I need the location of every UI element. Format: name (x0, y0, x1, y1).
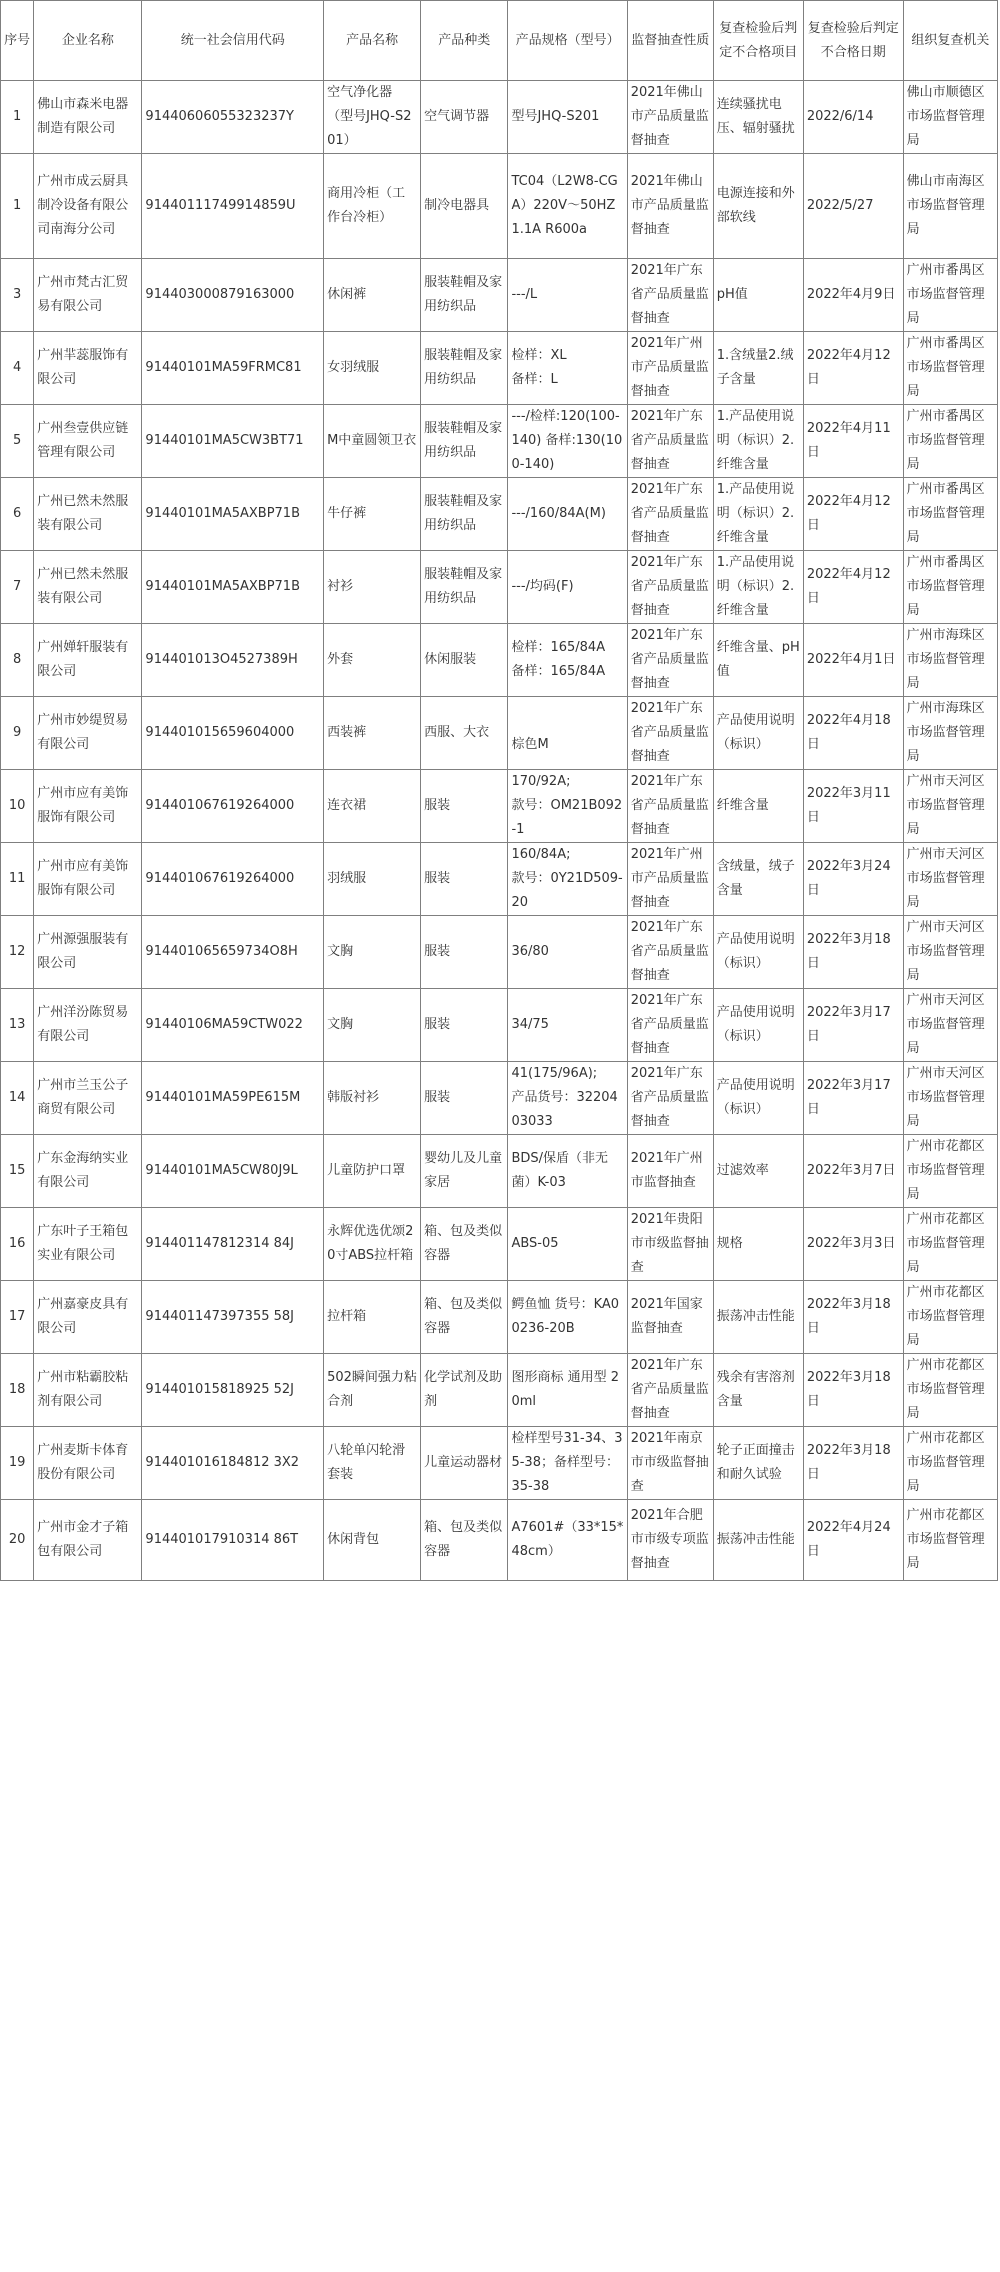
table-row (1, 1500, 998, 1581)
cell-authority: 广州市花都区市场监督管理局 (903, 1281, 997, 1354)
cell-authority: 广州市花都区市场监督管理局 (903, 1208, 997, 1281)
cell-product-name: 连衣裙 (324, 770, 421, 843)
cell-spec: 棕色M (508, 697, 627, 770)
cell-spec: 检样：XL 备样：L (508, 332, 627, 405)
cell-seq: 20 (1, 1500, 34, 1581)
cell-failed-items: 振荡冲击性能 (713, 1281, 803, 1354)
cell-authority: 广州市番禺区市场监督管理局 (903, 259, 997, 332)
cell-credit-code: 91440101MA5AXBP71B (142, 478, 324, 551)
cell-inspection-nature: 2021年广州市产品质量监督抽查 (627, 332, 713, 405)
header-failed-items: 复查检验后判定不合格项目 (713, 1, 803, 81)
cell-failed-items: 规格 (713, 1208, 803, 1281)
cell-spec: ---/均码(F) (508, 551, 627, 624)
cell-credit-code: 91440101MA5CW3BT71 (142, 405, 324, 478)
cell-seq: 5 (1, 405, 34, 478)
cell-authority: 广州市花都区市场监督管理局 (903, 1135, 997, 1208)
cell-seq: 1 (1, 81, 34, 154)
cell-authority: 广州市花都区市场监督管理局 (903, 1500, 997, 1581)
cell-company: 广州市梵古汇贸易有限公司 (34, 259, 142, 332)
cell-inspection-nature: 2021年国家监督抽查 (627, 1281, 713, 1354)
cell-product-type: 婴幼儿及儿童家居 (421, 1135, 508, 1208)
cell-spec: 36/80 (508, 916, 627, 989)
header-authority: 组织复查机关 (903, 1, 997, 81)
cell-credit-code: 914401013O4527389H (142, 624, 324, 697)
cell-failed-items: 连续骚扰电压、辐射骚扰 (713, 81, 803, 154)
cell-company: 佛山市森米电器制造有限公司 (34, 81, 142, 154)
header-failed-date: 复查检验后判定不合格日期 (803, 1, 903, 81)
table-row (1, 1208, 998, 1281)
cell-authority: 广州市天河区市场监督管理局 (903, 843, 997, 916)
table-body (1, 81, 998, 1581)
cell-authority: 广州市番禺区市场监督管理局 (903, 405, 997, 478)
cell-credit-code: 914401147812314 84J (142, 1208, 324, 1281)
cell-product-type: 休闲服装 (421, 624, 508, 697)
table-row (1, 478, 998, 551)
table-row (1, 770, 998, 843)
cell-product-name: 衬衫 (324, 551, 421, 624)
cell-spec: ---/检样:120(100-140) 备样:130(100-140) (508, 405, 627, 478)
cell-seq: 11 (1, 843, 34, 916)
table-row (1, 916, 998, 989)
table-row (1, 989, 998, 1062)
cell-company: 广州已然未然服装有限公司 (34, 478, 142, 551)
cell-product-name: 休闲背包 (324, 1500, 421, 1581)
table-row (1, 81, 998, 154)
cell-failed-date: 2022年4月18日 (803, 697, 903, 770)
cell-spec: A7601#（33*15*48cm） (508, 1500, 627, 1581)
cell-authority: 广州市番禺区市场监督管理局 (903, 332, 997, 405)
cell-product-name: 拉杆箱 (324, 1281, 421, 1354)
cell-company: 广东叶子王箱包实业有限公司 (34, 1208, 142, 1281)
table-row (1, 1281, 998, 1354)
table-row (1, 843, 998, 916)
cell-product-name: 外套 (324, 624, 421, 697)
cell-spec: 41(175/96A); 产品货号：3220403033 (508, 1062, 627, 1135)
cell-seq: 14 (1, 1062, 34, 1135)
cell-product-name: 502瞬间强力粘合剂 (324, 1354, 421, 1427)
cell-authority: 广州市海珠区市场监督管理局 (903, 624, 997, 697)
cell-credit-code: 914401067619264000 (142, 843, 324, 916)
cell-credit-code: 914401015818925 52J (142, 1354, 324, 1427)
cell-product-name: 商用冷柜（工作台冷柜） (324, 154, 421, 259)
cell-inspection-nature: 2021年广东省产品质量监督抽查 (627, 551, 713, 624)
cell-spec: 34/75 (508, 989, 627, 1062)
table-row (1, 1427, 998, 1500)
cell-product-type: 箱、包及类似容器 (421, 1208, 508, 1281)
cell-failed-date: 2022年3月17日 (803, 989, 903, 1062)
table-row (1, 405, 998, 478)
cell-spec: 170/92A; 款号：OM21B092-1 (508, 770, 627, 843)
cell-company: 广州市应有美饰服饰有限公司 (34, 770, 142, 843)
cell-failed-items: 振荡冲击性能 (713, 1500, 803, 1581)
cell-credit-code: 91440101MA5AXBP71B (142, 551, 324, 624)
header-credit-code: 统一社会信用代码 (142, 1, 324, 81)
cell-inspection-nature: 2021年广东省产品质量监督抽查 (627, 989, 713, 1062)
cell-inspection-nature: 2021年佛山市产品质量监督抽查 (627, 81, 713, 154)
cell-authority: 佛山市顺德区市场监督管理局 (903, 81, 997, 154)
cell-inspection-nature: 2021年广东省产品质量监督抽查 (627, 405, 713, 478)
cell-product-name: 文胸 (324, 916, 421, 989)
cell-seq: 8 (1, 624, 34, 697)
cell-failed-date: 2022年3月11日 (803, 770, 903, 843)
cell-inspection-nature: 2021年广州市产品质量监督抽查 (627, 843, 713, 916)
cell-failed-items: 1.产品使用说明（标识）2.纤维含量 (713, 551, 803, 624)
cell-seq: 15 (1, 1135, 34, 1208)
cell-spec: 检样：165/84A 备样：165/84A (508, 624, 627, 697)
cell-inspection-nature: 2021年广东省产品质量监督抽查 (627, 697, 713, 770)
cell-product-name: 休闲裤 (324, 259, 421, 332)
cell-authority: 广州市花都区市场监督管理局 (903, 1427, 997, 1500)
cell-authority: 广州市海珠区市场监督管理局 (903, 697, 997, 770)
cell-product-type: 儿童运动器材 (421, 1427, 508, 1500)
cell-failed-date: 2022年3月24日 (803, 843, 903, 916)
cell-failed-date: 2022年4月12日 (803, 332, 903, 405)
cell-credit-code: 914401147397355 58J (142, 1281, 324, 1354)
cell-failed-items: 产品使用说明（标识） (713, 1062, 803, 1135)
header-row (1, 1, 998, 81)
cell-product-name: 文胸 (324, 989, 421, 1062)
cell-failed-date: 2022年3月7日 (803, 1135, 903, 1208)
cell-inspection-nature: 2021年广东省产品质量监督抽查 (627, 770, 713, 843)
header-seq: 序号 (1, 1, 34, 81)
cell-spec: ABS-05 (508, 1208, 627, 1281)
cell-product-name: 牛仔裤 (324, 478, 421, 551)
cell-failed-date: 2022年3月17日 (803, 1062, 903, 1135)
cell-seq: 18 (1, 1354, 34, 1427)
cell-inspection-nature: 2021年广东省产品质量监督抽查 (627, 624, 713, 697)
cell-company: 广州已然未然服装有限公司 (34, 551, 142, 624)
header-product-type: 产品种类 (421, 1, 508, 81)
cell-spec: BDS/保盾（非无菌）K-03 (508, 1135, 627, 1208)
cell-failed-items: 轮子正面撞击和耐久试验 (713, 1427, 803, 1500)
cell-failed-date: 2022/5/27 (803, 154, 903, 259)
cell-product-type: 服装鞋帽及家用纺织品 (421, 332, 508, 405)
cell-inspection-nature: 2021年合肥市市级专项监督抽查 (627, 1500, 713, 1581)
cell-inspection-nature: 2021年广州市监督抽查 (627, 1135, 713, 1208)
cell-inspection-nature: 2021年广东省产品质量监督抽查 (627, 259, 713, 332)
cell-seq: 9 (1, 697, 34, 770)
cell-failed-items: 残余有害溶剂含量 (713, 1354, 803, 1427)
cell-credit-code: 914403000879163000 (142, 259, 324, 332)
cell-product-type: 服装鞋帽及家用纺织品 (421, 405, 508, 478)
cell-credit-code: 91440101MA59FRMC81 (142, 332, 324, 405)
cell-product-type: 服装 (421, 843, 508, 916)
cell-product-type: 箱、包及类似容器 (421, 1500, 508, 1581)
cell-authority: 广州市天河区市场监督管理局 (903, 989, 997, 1062)
cell-failed-items: 产品使用说明（标识） (713, 916, 803, 989)
cell-credit-code: 91440111749914859U (142, 154, 324, 259)
cell-credit-code: 91440101MA59PE615M (142, 1062, 324, 1135)
cell-spec: 型号JHQ-S201 (508, 81, 627, 154)
cell-seq: 3 (1, 259, 34, 332)
cell-credit-code: 914401017910314 86T (142, 1500, 324, 1581)
cell-failed-items: 产品使用说明（标识） (713, 697, 803, 770)
cell-failed-items: 过滤效率 (713, 1135, 803, 1208)
cell-company: 广州市粘霸胶粘剂有限公司 (34, 1354, 142, 1427)
cell-spec: 160/84A; 款号：0Y21D509-20 (508, 843, 627, 916)
cell-product-type: 服装 (421, 989, 508, 1062)
table-row (1, 154, 998, 259)
cell-authority: 广州市花都区市场监督管理局 (903, 1354, 997, 1427)
cell-authority: 广州市天河区市场监督管理局 (903, 770, 997, 843)
cell-product-name: 永辉优选优颂20寸ABS拉杆箱 (324, 1208, 421, 1281)
cell-failed-items: 1.含绒量2.绒子含量 (713, 332, 803, 405)
cell-inspection-nature: 2021年广东省产品质量监督抽查 (627, 1062, 713, 1135)
cell-company: 广州市金才子箱包有限公司 (34, 1500, 142, 1581)
cell-authority: 佛山市南海区市场监督管理局 (903, 154, 997, 259)
cell-failed-date: 2022年3月18日 (803, 1281, 903, 1354)
cell-spec: ---/L (508, 259, 627, 332)
cell-failed-items: 1.产品使用说明（标识）2.纤维含量 (713, 405, 803, 478)
cell-failed-date: 2022年4月9日 (803, 259, 903, 332)
cell-inspection-nature: 2021年贵阳市市级监督抽查 (627, 1208, 713, 1281)
table-row (1, 1354, 998, 1427)
cell-failed-items: 纤维含量、pH值 (713, 624, 803, 697)
table-row (1, 624, 998, 697)
cell-credit-code: 914401067619264000 (142, 770, 324, 843)
cell-authority: 广州市番禺区市场监督管理局 (903, 551, 997, 624)
cell-product-type: 服装 (421, 916, 508, 989)
header-spec: 产品规格（型号） (508, 1, 627, 81)
cell-product-name: 西装裤 (324, 697, 421, 770)
cell-company: 广州源强服装有限公司 (34, 916, 142, 989)
cell-product-type: 服装鞋帽及家用纺织品 (421, 551, 508, 624)
cell-authority: 广州市天河区市场监督管理局 (903, 1062, 997, 1135)
cell-failed-date: 2022年3月18日 (803, 1354, 903, 1427)
cell-seq: 17 (1, 1281, 34, 1354)
cell-spec: TC04（L2W8-CGA）220V～50HZ 1.1A R600a (508, 154, 627, 259)
table-row (1, 551, 998, 624)
cell-product-type: 化学试剂及助剂 (421, 1354, 508, 1427)
cell-inspection-nature: 2021年广东省产品质量监督抽查 (627, 916, 713, 989)
cell-credit-code: 914401016184812 3X2 (142, 1427, 324, 1500)
table-row (1, 1062, 998, 1135)
cell-failed-items: pH值 (713, 259, 803, 332)
cell-product-type: 服装 (421, 1062, 508, 1135)
cell-failed-date: 2022年4月12日 (803, 478, 903, 551)
table-row (1, 697, 998, 770)
cell-seq: 6 (1, 478, 34, 551)
cell-failed-date: 2022年4月12日 (803, 551, 903, 624)
cell-product-name: 空气净化器（型号JHQ-S201） (324, 81, 421, 154)
cell-product-type: 箱、包及类似容器 (421, 1281, 508, 1354)
cell-seq: 7 (1, 551, 34, 624)
cell-failed-date: 2022年4月1日 (803, 624, 903, 697)
cell-product-name: 八轮单闪轮滑套装 (324, 1427, 421, 1500)
cell-product-type: 空气调节器 (421, 81, 508, 154)
cell-company: 广州嘉豪皮具有限公司 (34, 1281, 142, 1354)
cell-credit-code: 91440106MA59CTW022 (142, 989, 324, 1062)
cell-seq: 10 (1, 770, 34, 843)
cell-company: 广州市应有美饰服饰有限公司 (34, 843, 142, 916)
cell-product-name: 羽绒服 (324, 843, 421, 916)
cell-seq: 1 (1, 154, 34, 259)
cell-product-type: 服装 (421, 770, 508, 843)
cell-inspection-nature: 2021年广东省产品质量监督抽查 (627, 1354, 713, 1427)
cell-failed-date: 2022年4月11日 (803, 405, 903, 478)
cell-failed-date: 2022年3月18日 (803, 1427, 903, 1500)
cell-inspection-nature: 2021年南京市市级监督抽查 (627, 1427, 713, 1500)
cell-company: 广州市成云厨具制冷设备有限公司南海分公司 (34, 154, 142, 259)
cell-company: 广州羋蕊服饰有限公司 (34, 332, 142, 405)
header-company: 企业名称 (34, 1, 142, 81)
cell-company: 广东金海纳实业有限公司 (34, 1135, 142, 1208)
cell-spec: 检样型号31-34、35-38；备样型号：35-38 (508, 1427, 627, 1500)
cell-failed-date: 2022年4月24日 (803, 1500, 903, 1581)
cell-inspection-nature: 2021年广东省产品质量监督抽查 (627, 478, 713, 551)
cell-seq: 13 (1, 989, 34, 1062)
cell-seq: 19 (1, 1427, 34, 1500)
cell-seq: 16 (1, 1208, 34, 1281)
header-product-name: 产品名称 (324, 1, 421, 81)
cell-credit-code: 914401065659734O8H (142, 916, 324, 989)
cell-company: 广州市兰玉公子商贸有限公司 (34, 1062, 142, 1135)
cell-failed-items: 电源连接和外部软线 (713, 154, 803, 259)
cell-failed-items: 1.产品使用说明（标识）2.纤维含量 (713, 478, 803, 551)
cell-failed-items: 产品使用说明（标识） (713, 989, 803, 1062)
cell-failed-date: 2022年3月18日 (803, 916, 903, 989)
cell-seq: 4 (1, 332, 34, 405)
cell-credit-code: 91440101MA5CW80J9L (142, 1135, 324, 1208)
cell-product-type: 服装鞋帽及家用纺织品 (421, 259, 508, 332)
cell-company: 广州叁壹供应链管理有限公司 (34, 405, 142, 478)
cell-product-name: 女羽绒服 (324, 332, 421, 405)
cell-product-name: 儿童防护口罩 (324, 1135, 421, 1208)
cell-spec: 图形商标 通用型 20ml (508, 1354, 627, 1427)
cell-failed-items: 纤维含量 (713, 770, 803, 843)
cell-inspection-nature: 2021年佛山市产品质量监督抽查 (627, 154, 713, 259)
header-inspection-nature: 监督抽查性质 (627, 1, 713, 81)
cell-seq: 12 (1, 916, 34, 989)
cell-failed-date: 2022/6/14 (803, 81, 903, 154)
cell-authority: 广州市天河区市场监督管理局 (903, 916, 997, 989)
cell-company: 广州洋汾陈贸易有限公司 (34, 989, 142, 1062)
cell-credit-code: 914401015659604000 (142, 697, 324, 770)
cell-spec: 鳄鱼恤 货号：KA00236-20B (508, 1281, 627, 1354)
table-row (1, 1135, 998, 1208)
cell-company: 广州婵轩服装有限公司 (34, 624, 142, 697)
cell-failed-items: 含绒量，绒子含量 (713, 843, 803, 916)
cell-authority: 广州市番禺区市场监督管理局 (903, 478, 997, 551)
cell-product-name: 韩版衬衫 (324, 1062, 421, 1135)
cell-company: 广州市妙缇贸易有限公司 (34, 697, 142, 770)
cell-spec: ---/160/84A(M) (508, 478, 627, 551)
cell-failed-date: 2022年3月3日 (803, 1208, 903, 1281)
table-row (1, 332, 998, 405)
cell-product-name: M中童圆领卫衣 (324, 405, 421, 478)
cell-product-type: 西服、大衣 (421, 697, 508, 770)
cell-company: 广州麦斯卡体育股份有限公司 (34, 1427, 142, 1500)
cell-product-type: 服装鞋帽及家用纺织品 (421, 478, 508, 551)
table-row (1, 259, 998, 332)
cell-credit-code: 91440606055323237Y (142, 81, 324, 154)
cell-product-type: 制冷电器具 (421, 154, 508, 259)
